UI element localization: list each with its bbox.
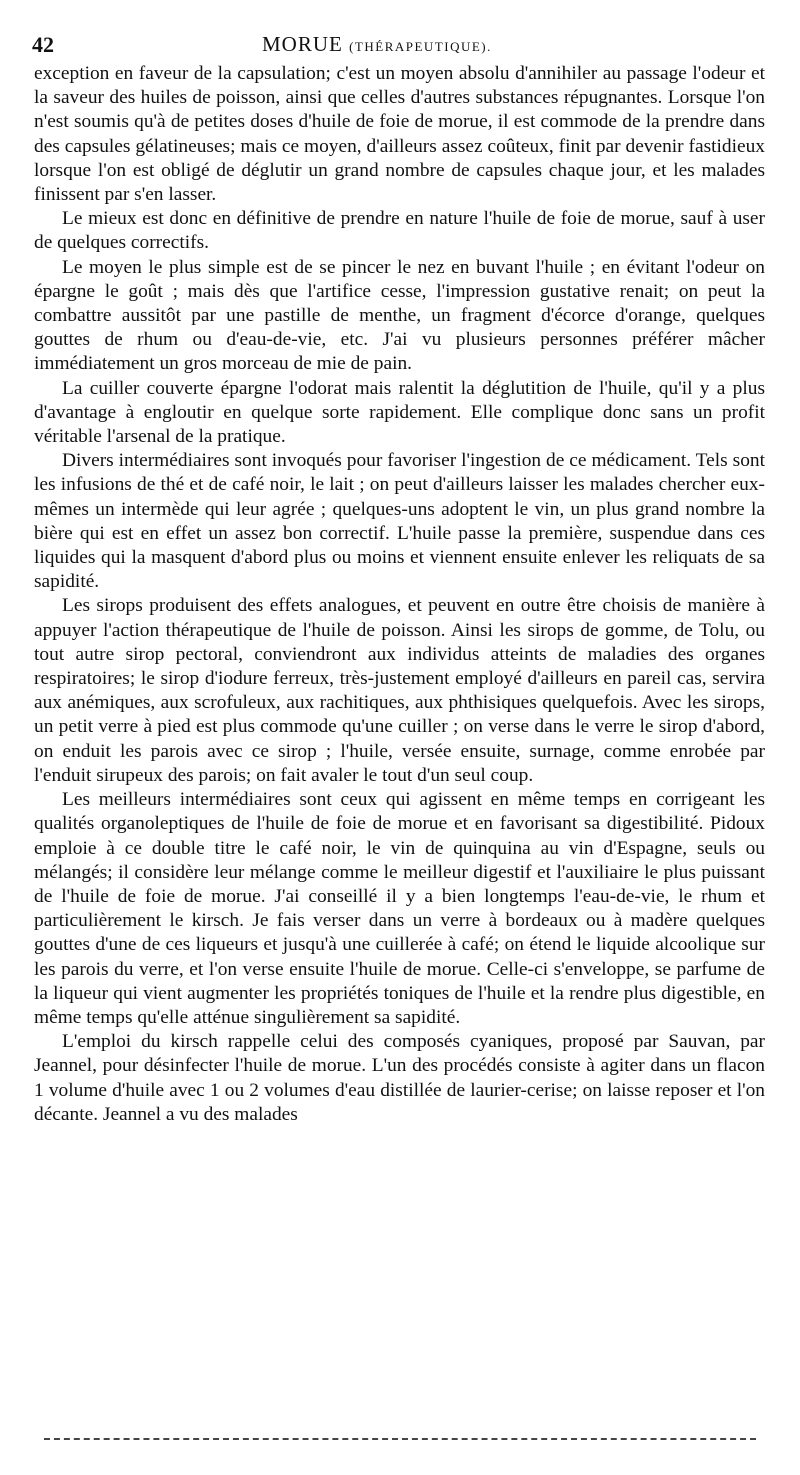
body-text [34,62,765,1127]
footer-divider [44,1438,756,1440]
running-head [262,32,492,57]
page-number: 42 [32,32,54,57]
running-head-subtitle: (THÉRAPEUTIQUE). [349,39,492,54]
paragraph: Divers intermédiaires sont invoqués pour favoriser l'ingestion de ce médicament. Tels sont les infusions de thé et de café noir, le lait ; on peut d'ailleurs laisser les malades chercher eux-mêmes un intermède qui leur agrée ; quelques-uns adoptent le vin, un plus grand nombre la bière qui est en effet un assez bon correctif. L'huile passe la première, suspendue dans ces liquides qui la masquent d'abord plus ou moins et viennent ensuite enlever les reliquats de sa sapidité. [34,450,765,593]
paragraph: Les sirops produisent des effets analogues, et peuvent en outre être choisis de manière à appuyer l'action thérapeutique de l'huile de poisson. Ainsi les sirops de gomme, de Tolu, ou tout autre sirop pectoral, conviendront aux individus atteints de maladies des organes respiratoires; le sirop d'iodure ferreux, très-justement employé d'ailleurs en pareil cas, servira aux anémiques, aux scrofuleux, aux rachitiques, aux phthisiques quelquefois. Avec les sirops, un petit verre à pied est plus commode qu'une cuiller ; on verse dans le verre le sirop d'abord, on enduit les parois avec ce sirop ; l'huile, versée ensuite, surnage, comme enrobée par l'enduit sirupeux des parois; on fait avaler le tout d'un seul coup. [34,595,765,786]
page-header [32,30,760,60]
paragraph: L'emploi du kirsch rappelle celui des composés cyaniques, proposé par Sauvan, par Jeannel, pour désinfecter l'huile de morue. L'un des procédés consiste à agiter dans un flacon 1 volume d'huile avec 1 ou 2 volumes d'eau distillée de laurier-cerise; on laisse reposer et l'on décante. Jeannel a vu des malades [34,1031,765,1125]
running-head-title: MORUE [262,32,343,56]
paragraph: La cuiller couverte épargne l'odorat mais ralentit la déglutition de l'huile, qu'il y a plus d'avantage à engloutir en quelque sorte rapidement. Elle complique donc sans un profit véritable l'arsenal de la pratique. [34,377,765,448]
paragraph: exception en faveur de la capsulation; c'est un moyen absolu d'annihiler au passage l'odeur et la saveur des huiles de poisson, ainsi que celles d'autres substances répugnantes. Lorsque l'on n'est soumis qu'à de petites doses d'huile de foie de morue, il est commode de la prendre dans des capsules gélatineuses; mais ce moyen, d'ailleurs assez coûteux, finit par devenir fastidieux lorsque l'on est obligé de déglutir un grand nombre de capsules chaque jour, et les malades finissent par s'en lasser. [34,63,765,206]
paragraph: Le mieux est donc en définitive de prendre en nature l'huile de foie de morue, sauf à user de quelques correctifs. [34,208,765,254]
paragraph: Le moyen le plus simple est de se pincer le nez en buvant l'huile ; en évitant l'odeur on épargne le goût ; mais dès que l'artifice cesse, l'impression gustative renait; on peut la combattre aussitôt par une pastille de menthe, un fragment d'écorce d'orange, quelques gouttes de rhum ou d'eau-de-vie, etc. J'ai vu plusieurs personnes préférer mâcher immédiatement un gros morceau de mie de pain. [34,256,765,375]
paragraph: Les meilleurs intermédiaires sont ceux qui agissent en même temps en corrigeant les qualités organoleptiques de l'huile de foie de morue et en favorisant sa digestibilité. Pidoux emploie à ce double titre le café noir, le vin de quinquina au vin d'Espagne, seuls ou mélangés; il considère leur mélange comme le meilleur digestif et l'auxiliaire le plus puissant de l'huile de foie de morue. J'ai conseillé il y a bien longtemps l'eau-de-vie, le rhum et particulièrement le kirsch. Je fais verser dans un verre à bordeaux ou à madère quelques gouttes d'une de ces liqueurs et jusqu'à une cuillerée à café; on étend le liquide alcoolique sur les parois du verre, et l'on verse ensuite l'huile de morue. Celle-ci s'enveloppe, se parfume de la liqueur qui vient augmenter les propriétés toniques de l'huile et la rendre plus digestible, en même temps qu'elle atténue singulièrement sa sapidité. [34,789,765,1028]
